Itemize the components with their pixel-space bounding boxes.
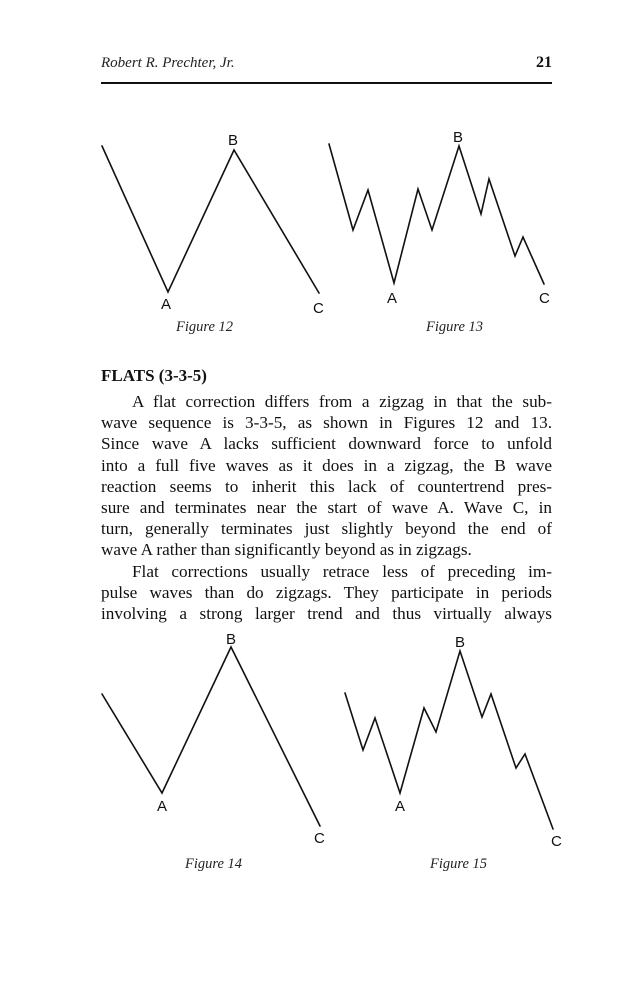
figure-15-label-a: A <box>395 798 406 815</box>
figure-13 <box>329 129 550 335</box>
figure-14-label-a: A <box>157 798 168 815</box>
figure-13-label-c: C <box>539 290 550 307</box>
figure-12 <box>102 132 324 335</box>
figure-15-caption: Figure 15 <box>430 856 488 872</box>
figure-12-label-c: C <box>313 300 324 317</box>
figure-12-label-a: A <box>161 296 172 313</box>
figure-15-label-b: B <box>455 634 466 651</box>
figure-13-label-b: B <box>453 129 464 146</box>
figure-13-label-a: A <box>387 290 398 307</box>
text-line: A flat correction differs from a zigzag in that the sub- <box>132 392 552 411</box>
body-paragraphs <box>101 391 552 624</box>
running-header-author: Robert R. Prechter, Jr. <box>101 55 235 71</box>
text-line: wave sequence is 3-3-5, as shown in Figures 12 and 13. <box>101 413 552 433</box>
figure-15 <box>345 634 562 872</box>
text-line: Since wave A lacks sufficient downward force to unfold <box>101 434 552 454</box>
text-line: pulse waves than do zigzags. They participate in periods <box>101 582 552 602</box>
text-line: sure and terminates near the start of wave A. Wave C, in <box>101 498 552 518</box>
text-line: reaction seems to inherit this lack of countertrend pres- <box>101 476 552 496</box>
figure-14 <box>102 631 325 872</box>
figure-12-wave-line <box>102 146 319 293</box>
text-line: involving a strong larger trend and thus virtually always <box>101 604 552 624</box>
text-line: into a full five waves as it does in a zigzag, the B wave <box>101 455 552 475</box>
figure-14-label-c: C <box>314 830 325 847</box>
text-line: wave A rather than significantly beyond as in zigzags. <box>101 540 472 560</box>
figure-15-label-c: C <box>551 833 562 850</box>
text-line: turn, generally terminates just slightly beyond the end of <box>101 519 552 539</box>
text-line: Flat corrections usually retrace less of preceding im- <box>132 561 552 581</box>
figure-14-caption: Figure 14 <box>185 856 243 872</box>
figure-12-caption: Figure 12 <box>176 319 234 335</box>
section-heading: FLATS (3-3-5) <box>101 366 207 385</box>
figure-13-caption: Figure 13 <box>426 319 484 335</box>
figure-12-label-b: B <box>228 132 239 149</box>
figure-14-wave-line <box>102 647 320 826</box>
figure-13-wave-line <box>329 144 544 284</box>
figure-15-wave-line <box>345 651 553 829</box>
page-number: 21 <box>536 54 552 71</box>
figure-14-label-b: B <box>226 631 237 648</box>
